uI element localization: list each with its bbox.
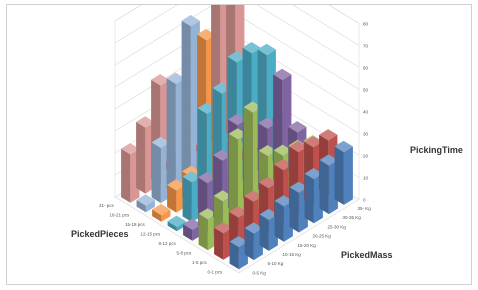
bar-side-face bbox=[335, 146, 344, 205]
z-tick-label: 20 bbox=[363, 153, 369, 159]
bar-side-face bbox=[305, 174, 314, 224]
y-tick-label: 15-20 Kg bbox=[297, 242, 316, 248]
x-tick-label: 18-21 pcs bbox=[109, 212, 130, 218]
x-tick-label: 8-12 pcs bbox=[158, 240, 176, 246]
bar-side-face bbox=[183, 177, 192, 222]
x-tick-label: 0-1 pcs bbox=[207, 269, 223, 275]
bar-chart-3d bbox=[7, 5, 473, 286]
bar-front-face bbox=[344, 147, 353, 205]
x-tick-label: 15-18 pcs bbox=[125, 221, 145, 227]
z-tick-label: 80 bbox=[363, 21, 369, 27]
y-axis-title: PickedMass bbox=[341, 250, 393, 260]
z-tick-label: 60 bbox=[363, 65, 369, 71]
y-tick-label: 20-25 Kg bbox=[312, 233, 331, 239]
z-tick-label: 10 bbox=[363, 175, 369, 181]
z-tick-label: 40 bbox=[363, 109, 369, 115]
bar-side-face bbox=[275, 201, 284, 242]
bar-side-face bbox=[152, 142, 161, 203]
y-tick-label: 0-5 Kg bbox=[252, 270, 266, 276]
z-tick-label: 50 bbox=[363, 87, 369, 93]
x-tick-label: 1-5 pcs bbox=[192, 259, 207, 265]
z-axis-title: PickingTime bbox=[410, 145, 463, 155]
y-tick-label: 10-15 Kg bbox=[282, 252, 301, 257]
y-tick-label: 35- Kg bbox=[357, 206, 371, 211]
bar-side-face bbox=[136, 122, 145, 194]
x-tick-label: 21- pcs bbox=[99, 202, 114, 208]
z-tick-label: 0 bbox=[363, 197, 366, 203]
bar-side-face bbox=[121, 149, 130, 203]
bar-side-face bbox=[182, 21, 191, 185]
bar-side-face bbox=[320, 160, 329, 214]
bar-side-face bbox=[167, 78, 176, 194]
z-tick-label: 70 bbox=[363, 43, 369, 49]
y-tick-label: 25-30 Kg bbox=[327, 224, 346, 230]
bar-side-face bbox=[199, 214, 208, 251]
y-tick-label: 5-10 Kg bbox=[267, 261, 284, 267]
bar bbox=[335, 141, 353, 205]
y-tick-label: 30-35 Kg bbox=[342, 215, 361, 221]
chart-frame bbox=[6, 4, 472, 285]
bar-side-face bbox=[260, 214, 269, 251]
bar-side-face bbox=[290, 187, 299, 232]
x-tick-label: 5-8 pcs bbox=[176, 250, 192, 256]
x-axis-title: PickedPieces bbox=[71, 229, 129, 239]
z-tick-label: 30 bbox=[363, 131, 369, 137]
x-tick-label: 12-15 pcs bbox=[140, 231, 161, 237]
